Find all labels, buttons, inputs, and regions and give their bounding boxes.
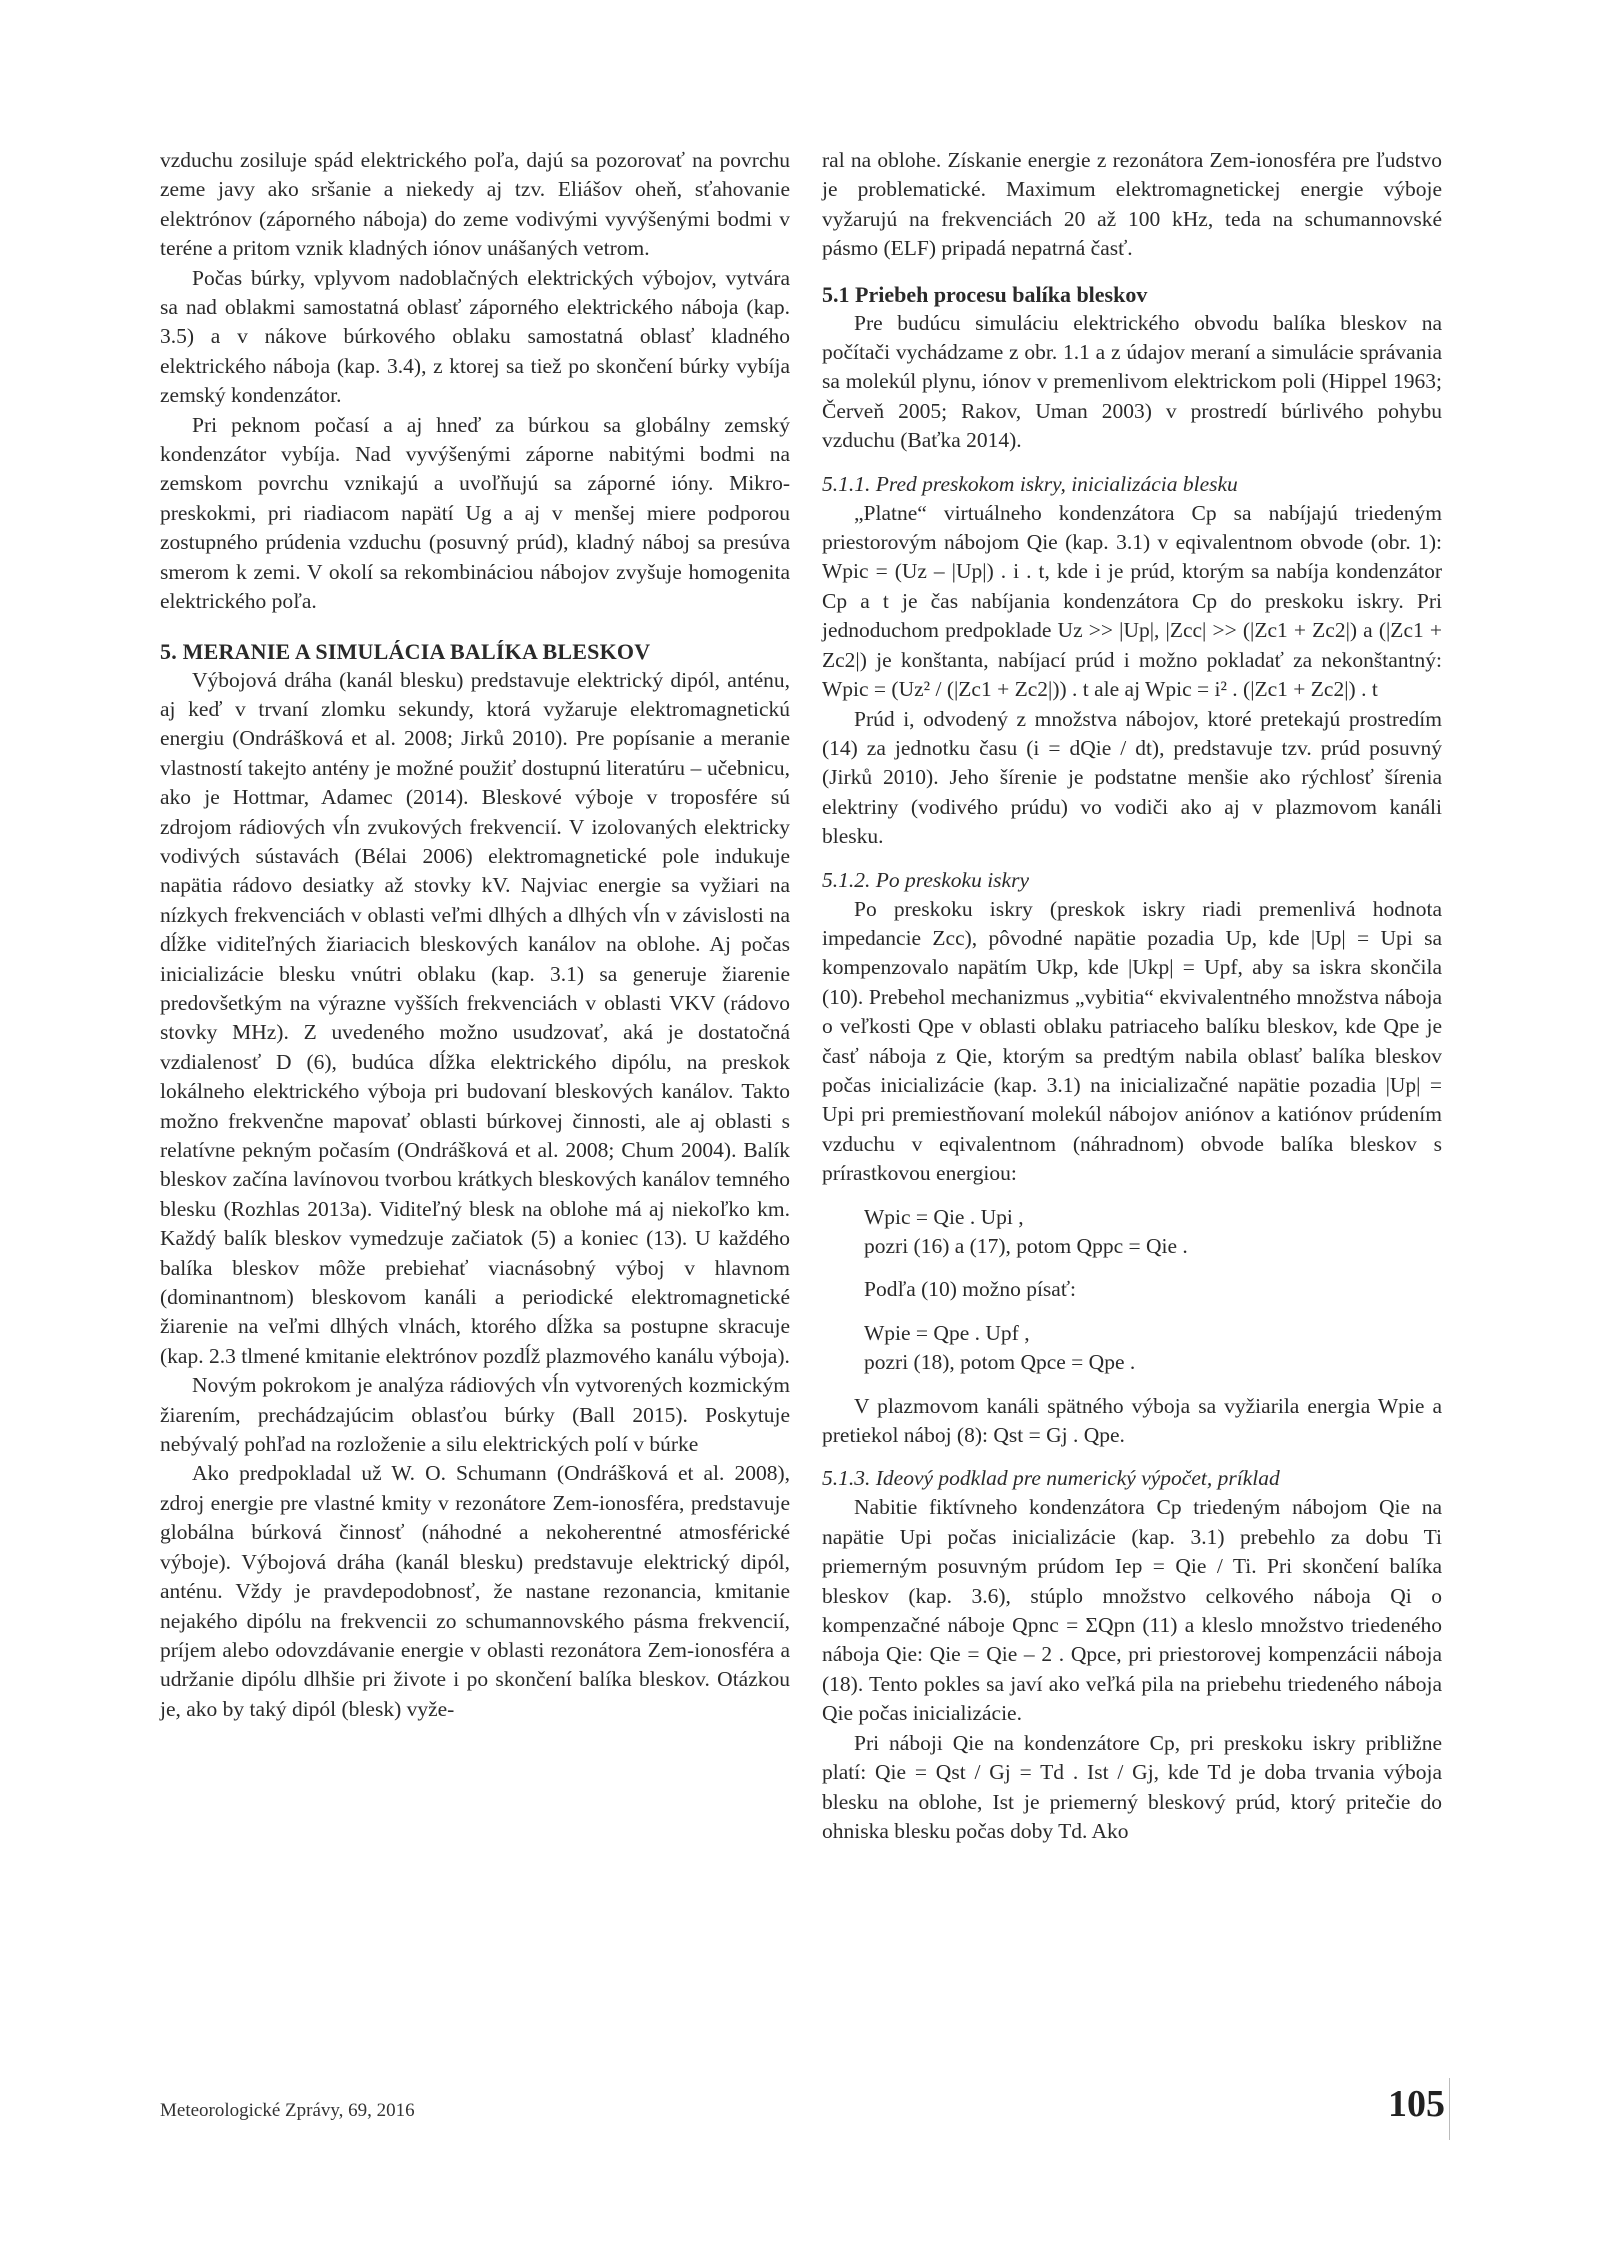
paragraph: Pre budúcu simuláciu elektrického obvodu balíka bleskov na počítači vychádzame z obr. 1.1 a z údajov meraní a simulácie správania sa molekúl plynu, iónov v premenlivom elektrickom poli (Hippel 1963; Červeň 2005; Rakov, Uman 2003) v prostredí búrlivého pohybu vzduchu (Baťka 2014). (822, 310, 1442, 453)
paragraph: vzduchu zosiluje spád elektrického poľa, dajú sa pozorovať na povrchu zeme javy ako sršanie a niekedy aj tzv. Eliášov oheň, sťahovanie elektrónov (záporného náboja) do zeme vodivými vyvýšenými bodmi v teréne a pritom vznik kladných iónov unášaných vetrom. (160, 148, 790, 261)
paragraph: V plazmovom kanáli spätného výboja sa vyžiarila energia Wpie a pretiekol náboj (8): Qst = Gj . Qpe. (822, 1393, 1442, 1448)
subsubsection-heading: 5.1.1. Pred preskokom iskry, inicializácia blesku (822, 471, 1238, 496)
paragraph: „Platne“ virtuálneho kondenzátora Cp sa nabíjajú triedeným priestorovým nábojom Qie (kap. 3.1) v eqivalentnom obvode (obr. 1): Wpic = (Uz – |Up|) . i . t, kde i je prúd, ktorým sa nabíja kondenzátor Cp a t je čas nabíjania kondenzátora Cp do preskoku iskry. Pri jednoduchom predpoklade Uz >> |Up|, |Zcc| >> (|Zc1 + Zc2|) a (|Zc1 + Zc2|) je konštanta, nabíjací prúd i možno pokladať za nekonštantný: Wpic = (Uz² / (|Zc1 + Zc2|)) . t ale aj Wpic = i² . (|Zc1 + Zc2|) . t (822, 500, 1442, 702)
equation-note: Podľa (10) možno písať: (864, 1277, 1076, 1302)
subsubsection-heading: 5.1.2. Po preskoku iskry (822, 867, 1029, 892)
paragraph: Výbojová dráha (kanál blesku) predstavuje elektrický dipól, anténu, aj keď v trvaní zlomku sekundy, ktorá vyžaruje elektromagnetickú energiu (Ondrášková et al. 2008; Jirků 2010). Pre popísanie a meranie vlastností takejto antény je možné použiť dostupnú literatúru – učebnicu, ako je Hottmar, Adamec (2014). Bleskové výboje v troposfére sú zdrojom rádiových vĺn zvukových frekvencií. V izolovaných elektricky vodivých sústavách (Bélai 2006) elektromagnetické pole indukuje napätia rádovo desiatky až stovky kV. Najviac energie sa vyžiari na nízkych frekvenciách v oblasti veľmi dlhých a dlhých vĺn v závislosti na dĺžke viditeľných žiariacich bleskových kanálov na oblohe. Aj počas inicializácie blesku vnútri oblaku (kap. 3.1) sa generuje žiarenie predovšetkým na výrazne vyšších frekvenciách v oblasti VKV (rádovo stovky MHz). Z uvedeného možno usudzovať, aká je dostatočná vzdialenosť D (6), budúca dĺžka elektrického dipólu, na preskok lokálneho elektrického výboja pri budovaní bleskových kanálov. Takto možno frekvenčne mapovať oblasti búrkovej činnosti, ale aj oblasti s relatívne pekným počasím (Ondrášková et al. 2008; Chum 2004). Balík bleskov začína lavínovou tvorbou krátkych bleskových kanálov temného blesku (Rozhlas 2013a). Viditeľný blesk na oblohe má aj niekoľko km. Každý balík bleskov vymedzuje začiatok (5) a koniec (13). U každého balíka bleskov môže prebiehať viacnásobný výboj v hlavnom (dominantnom) bleskovom kanáli a periodické elektromagnetické žiarenie na veľmi dlhých vlnách, ktorého dĺžka sa postupne skracuje (kap. 2.3 tlmené kmitanie elektrónov pozdĺž plazmového kanálu výboja). (160, 667, 790, 1368)
page-number: 105 (1388, 2083, 1445, 2125)
section-heading: 5. MERANIE A SIMULÁCIA BALÍKA BLESKOV (160, 638, 651, 664)
paragraph: Počas búrky, vplyvom nadoblačných elektrických výbojov, vytvára sa nad oblakmi samostatná oblasť záporného elektrického náboja (kap. 3.5) a v nákove búrkového oblaku samostatná oblasť kladného elektrického náboja (kap. 3.4), z ktorej sa tiež po skončení búrky vybíja zemský kondenzátor. (160, 265, 790, 408)
equation-note: pozri (16) a (17), potom Qppc = Qie . (864, 1234, 1188, 1258)
paragraph: Novým pokrokom je analýza rádiových vĺn vytvorených kozmickým žiarením, prechádzajúcim oblasťou búrky (Ball 2015). Poskytuje nebývalý pohľad na rozloženie a silu elektrických polí v búrke (160, 1373, 790, 1457)
footer-journal-name: Meteorologické Zprávy, 69, 2016 (160, 2100, 415, 2121)
paragraph: Pri peknom počasí a aj hneď za búrkou sa globálny zemský kondenzátor vybíja. Nad vyvýšenými záporne nabitými bodmi na zemskom povrchu vznikajú a uvoľňujú sa záporné ióny. Mikro-preskokmi, pri riadiacom napätí Ug a aj v menšej miere podporou zostupného prúdenia vzduchu (posuvný prúd), kladný náboj sa presúva smerom k zemi. V okolí sa rekombináciou nábojov zvyšuje homogenita elektrického poľa. (160, 412, 790, 614)
subsection-heading: 5.1 Priebeh procesu balíka bleskov (822, 281, 1148, 307)
paragraph: Po preskoku iskry (preskok iskry riadi premenlivá hodnota impedancie Zcc), pôvodné napätie pozadia Up, kde |Up| = Upi sa kompenzovalo napätím Ukp, kde |Ukp| = Upf, aby sa iskra skončila (10). Prebehol mechanizmus „vybitia“ ekvivalentného množstva náboja o veľkosti Qpe v oblasti oblaku patriaceho balíku bleskov, kde Qpe je časť náboja z Qie, ktorým sa predtým nabila oblasť balíka bleskov počas inicializácie (kap. 3.1) na inicializačné napätie pozadia |Up| = Upi pri premiestňovaní molekúl nábojov aniónov a katiónov prúdením vzduchu v eqivalentnom (náhradnom) obvode balíka bleskov s prírastkovou energiou: (822, 896, 1442, 1186)
paragraph: Pri náboji Qie na kondenzátore Cp, pri preskoku iskry približne platí: Qie = Qst / Gj = Td . Ist / Gj, kde Td je doba trvania výboja blesku na oblohe, Ist je priemerný bleskový prúd, ktorý pritečie do ohniska blesku počas doby Td. Ako (822, 1730, 1442, 1843)
paragraph: Ako predpokladal už W. O. Schumann (Ondrášková et al. 2008), zdroj energie pre vlastné kmity v rezonátore Zem-ionosféra, predstavuje globálna búrková činnosť (náhodné a nekoherentné atmosférické výboje). Výbojová dráha (kanál blesku) predstavuje elektrický dipól, anténu. Vždy je pravdepodobnosť, že nastane rezonancia, kmitanie nejakého dipólu na frekvencii zo schumannovského pásma frekvencií, príjem alebo odovzdávanie energie v oblasti rezonátora Zem-ionosféra a udržanie dipólu dlhšie pri živote i po skončení balíka bleskov. Otázkou je, ako by taký dipól (blesk) vyže- (160, 1461, 790, 1721)
paragraph: ral na oblohe. Získanie energie z rezonátora Zem-ionosféra pre ľudstvo je problematické. Maximum elektromagnetickej energie výboje vyžarujú na frekvenciách 20 až 100 kHz, teda na schumannovské pásmo (ELF) pripadá nepatrná časť. (822, 148, 1442, 261)
paragraph: Nabitie fiktívneho kondenzátora Cp triedeným nábojom Qie na napätie Upi počas inicializácie (kap. 3.1) prebehlo za dobu Ti priemerným posuvným prúdom Iep = Qie / Ti. Pri skončení balíka bleskov (kap. 3.6), stúplo množstvo celkového náboja Qi o kompenzačné náboje Qpnc = ΣQpn (11) a kleslo množstvo triedeného náboja Qie: Qie = Qie – 2 . Qpce, pri priestorovej kompenzácii náboja (18). Tento pokles sa javí ako veľká pila na priebehu triedeného náboja Qie počas inicializácie. (822, 1495, 1442, 1726)
equation-note: pozri (18), potom Qpce = Qpe . (864, 1350, 1136, 1375)
equation: Wpie = Qpe . Upf , (864, 1320, 1030, 1345)
equation: Wpic = Qie . Upi , (864, 1204, 1024, 1229)
footer-divider (1449, 2078, 1450, 2140)
right-column (822, 146, 1442, 1846)
subsubsection-heading: 5.1.3. Ideový podklad pre numerický výpočet, príklad (822, 1466, 1280, 1491)
paragraph: Prúd i, odvodený z množstva nábojov, ktoré pretekajú prostredím (14) za jednotku času (i = dQie / dt), predstavuje tzv. prúd posuvný (Jirků 2010). Jeho šírenie je podstatne menšie ako rýchlosť šírenia elektriny (vodivého prúdu) vo vodiči ako aj v plazmovom kanáli blesku. (822, 706, 1442, 849)
left-column (160, 146, 790, 1724)
